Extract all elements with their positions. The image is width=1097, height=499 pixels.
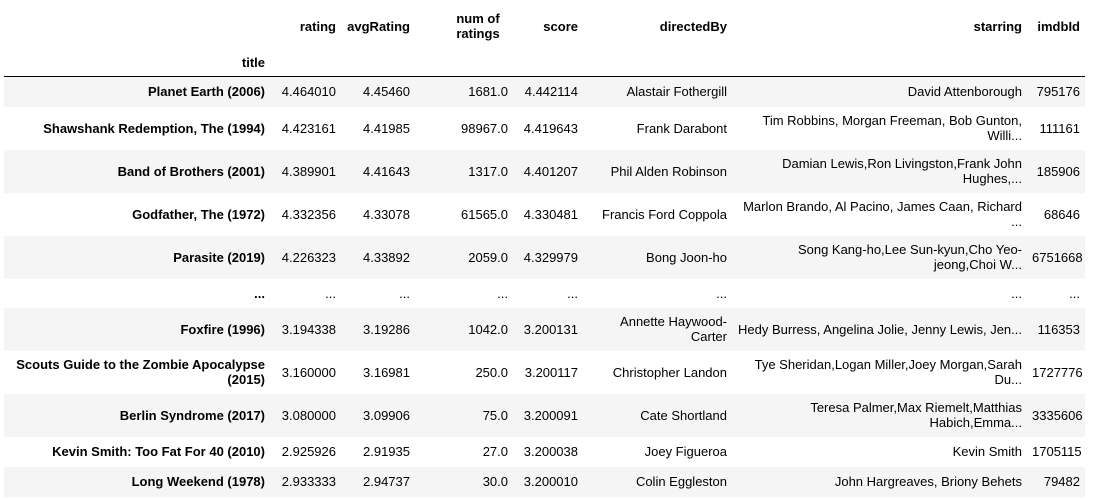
column-header-num-of-ratings-text: num of ratings: [456, 11, 500, 41]
cell-directedby: Joey Figueroa: [644, 444, 727, 459]
cell-rating: 4.423161: [281, 120, 336, 136]
row-title: Berlin Syndrome (2017): [119, 407, 265, 423]
cell-num-of-ratings: 27.0: [482, 444, 508, 459]
cell-directedby: Annette Haywood-Carter: [620, 314, 727, 344]
table-row: [4, 193, 1085, 236]
cell-starring: Tye Sheridan,Logan Miller,Joey Morgan,Sarah Du...: [754, 357, 1022, 387]
row-title: Godfather, The (1972): [132, 206, 265, 222]
cell-avgrating: 4.45460: [363, 84, 410, 100]
cell-directedby: Alastair Fothergill: [626, 84, 727, 100]
cell-starring: Tim Robbins, Morgan Freeman, Bob Gunton, Willi...: [762, 113, 1022, 143]
cell-score: 4.419643: [523, 120, 578, 136]
cell-num-of-ratings: 1681.0: [468, 84, 508, 100]
cell-imdbid: 116353: [1037, 321, 1080, 337]
cell-avgrating: 4.33078: [363, 206, 410, 222]
cell-rating: 3.160000: [281, 364, 336, 380]
cell-starring: Marlon Brando, Al Pacino, James Caan, Richard ...: [743, 199, 1022, 229]
cell-starring: Damian Lewis,Ron Livingston,Frank John Hughes,...: [782, 156, 1022, 186]
table-body: [4, 77, 1085, 497]
row-title: Long Weekend (1978): [131, 474, 265, 489]
cell-score: 3.200091: [523, 407, 578, 423]
column-header-starring: starring: [973, 18, 1022, 34]
cell-score: ...: [567, 285, 578, 301]
column-header-avgrating: avgRating: [347, 18, 410, 34]
column-header-score: score: [543, 18, 578, 34]
cell-imdbid: 1727776: [1032, 364, 1083, 380]
cell-starring: Hedy Burress, Angelina Jolie, Jenny Lewis, Jen...: [738, 321, 1022, 337]
cell-starring: ...: [1011, 285, 1022, 301]
cell-imdbid: 111161: [1039, 120, 1080, 136]
cell-num-of-ratings: 2059.0: [468, 249, 508, 265]
cell-rating: 3.080000: [281, 407, 336, 423]
cell-num-of-ratings: 1042.0: [468, 321, 508, 337]
row-title: Parasite (2019): [173, 249, 265, 265]
cell-rating: 4.389901: [281, 163, 336, 179]
cell-starring: Song Kang-ho,Lee Sun-kyun,Cho Yeo-jeong,Choi W...: [797, 242, 1022, 272]
cell-num-of-ratings: 30.0: [482, 474, 508, 489]
cell-directedby: ...: [716, 285, 727, 301]
dataframe-table: [4, 4, 1085, 497]
index-name-row: [4, 48, 1085, 77]
cell-num-of-ratings: 98967.0: [461, 120, 508, 136]
table-row: [4, 351, 1085, 394]
row-title: Kevin Smith: Too Fat For 40 (2010): [52, 444, 265, 459]
table-row: [4, 107, 1085, 150]
cell-avgrating: 4.41643: [363, 163, 410, 179]
column-header-rating: rating: [299, 18, 336, 34]
cell-imdbid: 6751668: [1032, 249, 1083, 265]
table-row: [4, 150, 1085, 193]
row-title: Planet Earth (2006): [147, 84, 265, 100]
cell-score: 3.200117: [524, 364, 578, 380]
cell-starring: David Attenborough: [907, 84, 1022, 100]
column-header-num-of-ratings: [415, 4, 513, 48]
cell-starring: Teresa Palmer,Max Riemelt,Matthias Habich,Emma...: [810, 400, 1022, 430]
cell-score: 4.329979: [523, 249, 578, 265]
cell-num-of-ratings: 61565.0: [461, 206, 508, 222]
cell-avgrating: 3.09906: [363, 407, 410, 423]
table-row: [4, 437, 1085, 467]
cell-directedby: Phil Alden Robinson: [610, 163, 727, 179]
cell-directedby: Colin Eggleston: [635, 474, 727, 489]
cell-directedby: Bong Joon-ho: [646, 249, 727, 265]
cell-imdbid: 3335606: [1032, 407, 1083, 423]
cell-score: 4.330481: [523, 206, 578, 222]
cell-imdbid: 1705115: [1032, 444, 1082, 459]
header-row: [4, 4, 1085, 48]
cell-avgrating: 3.19286: [363, 321, 410, 337]
cell-score: 4.401207: [523, 163, 578, 179]
row-title: Band of Brothers (2001): [117, 163, 265, 179]
cell-avgrating: 4.33892: [363, 249, 410, 265]
cell-imdbid: 185906: [1036, 163, 1080, 179]
cell-imdbid: ...: [1069, 285, 1080, 301]
cell-rating: 2.925926: [281, 444, 336, 459]
row-title: Foxfire (1996): [180, 321, 265, 337]
table-row: [4, 308, 1085, 351]
cell-starring: Kevin Smith: [952, 444, 1022, 459]
cell-imdbid: 79482: [1043, 474, 1080, 489]
cell-avgrating: 3.16981: [363, 364, 410, 380]
cell-directedby: Francis Ford Coppola: [602, 206, 727, 222]
cell-rating: ...: [325, 285, 336, 301]
cell-score: 3.200010: [523, 474, 578, 489]
cell-avgrating: 2.94737: [363, 474, 410, 489]
table-row: [4, 77, 1085, 107]
cell-starring: John Hargreaves, Briony Behets: [834, 474, 1022, 489]
cell-score: 3.200038: [523, 444, 578, 459]
cell-num-of-ratings: 1317.0: [468, 163, 508, 179]
table-row: [4, 394, 1085, 437]
cell-score: 3.200131: [523, 321, 578, 337]
column-header-imdbid: imdbId: [1037, 18, 1080, 34]
row-title: ...: [254, 285, 265, 301]
row-title: Shawshank Redemption, The (1994): [43, 120, 265, 136]
cell-rating: 4.464010: [281, 84, 336, 100]
cell-avgrating: 2.91935: [363, 444, 410, 459]
cell-directedby: Christopher Landon: [612, 364, 727, 380]
cell-rating: 3.194338: [281, 321, 336, 337]
index-name: title: [4, 48, 270, 77]
cell-imdbid: 795176: [1036, 84, 1080, 100]
cell-imdbid: 68646: [1043, 206, 1080, 222]
cell-avgrating: ...: [399, 285, 410, 301]
cell-num-of-ratings: 75.0: [482, 407, 508, 423]
cell-rating: 2.933333: [281, 474, 336, 489]
cell-num-of-ratings: 250.0: [475, 364, 508, 380]
cell-num-of-ratings: ...: [497, 285, 508, 301]
cell-rating: 4.226323: [281, 249, 336, 265]
table-row: [4, 467, 1085, 497]
cell-avgrating: 4.41985: [363, 120, 410, 136]
cell-score: 4.442114: [524, 84, 578, 100]
cell-directedby: Frank Darabont: [636, 120, 727, 136]
cell-rating: 4.332356: [281, 206, 336, 222]
column-header-directedby: directedBy: [659, 18, 727, 34]
cell-directedby: Cate Shortland: [640, 407, 727, 423]
index-corner: [4, 4, 270, 48]
ellipsis-row: [4, 279, 1085, 308]
row-title: Scouts Guide to the Zombie Apocalypse (2015): [16, 357, 265, 387]
table-row: [4, 236, 1085, 279]
